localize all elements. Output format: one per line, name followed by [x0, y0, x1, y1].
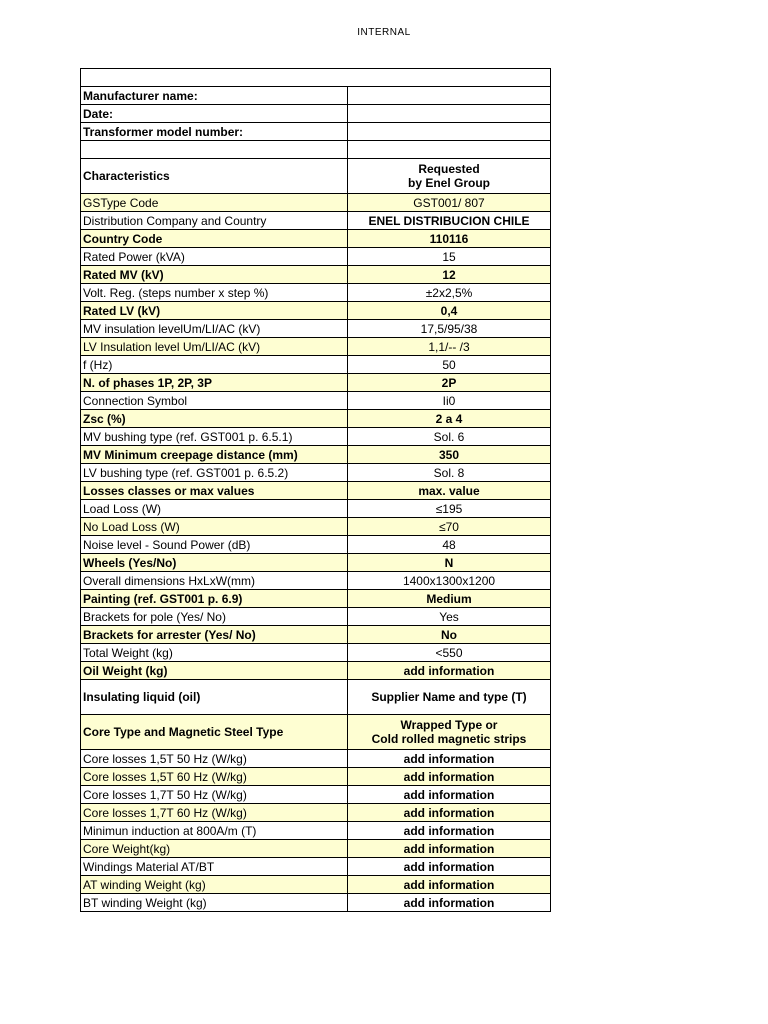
- row-value[interactable]: Sol. 8: [348, 464, 551, 482]
- model-number-field[interactable]: [348, 123, 551, 141]
- row-label: Volt. Reg. (steps number x step %): [81, 284, 348, 302]
- row-value[interactable]: add information: [348, 822, 551, 840]
- table-row: [81, 464, 551, 482]
- row-value-line1: Wrapped Type or: [400, 718, 498, 732]
- row-label: Losses classes or max values: [81, 482, 348, 500]
- table-row: [81, 554, 551, 572]
- row-value[interactable]: add information: [348, 894, 551, 912]
- row-label: Minimun induction at 800A/m (T): [81, 822, 348, 840]
- form-label: Date:: [81, 105, 348, 123]
- table-header-row: [81, 159, 551, 194]
- row-label: Painting (ref. GST001 p. 6.9): [81, 590, 348, 608]
- table-row: [81, 804, 551, 822]
- form-row-model-number: [81, 123, 551, 141]
- table-row: [81, 320, 551, 338]
- table-row: [81, 626, 551, 644]
- row-value[interactable]: max. value: [348, 482, 551, 500]
- row-value[interactable]: 12: [348, 266, 551, 284]
- row-value[interactable]: 48: [348, 536, 551, 554]
- row-value[interactable]: add information: [348, 662, 551, 680]
- table-row: [81, 194, 551, 212]
- row-value[interactable]: Medium: [348, 590, 551, 608]
- row-value[interactable]: 15: [348, 248, 551, 266]
- row-value[interactable]: [348, 715, 551, 750]
- row-label: Noise level - Sound Power (dB): [81, 536, 348, 554]
- row-label: Overall dimensions HxLxW(mm): [81, 572, 348, 590]
- row-label: Load Loss (W): [81, 500, 348, 518]
- form-label: Transformer model number:: [81, 123, 348, 141]
- row-value[interactable]: add information: [348, 876, 551, 894]
- table-row: [81, 392, 551, 410]
- table-row: [81, 356, 551, 374]
- row-label: Rated MV (kV): [81, 266, 348, 284]
- table-row: [81, 858, 551, 876]
- row-value[interactable]: add information: [348, 840, 551, 858]
- row-label: Windings Material AT/BT: [81, 858, 348, 876]
- row-value[interactable]: 17,5/95/38: [348, 320, 551, 338]
- row-value[interactable]: add information: [348, 858, 551, 876]
- row-label: Distribution Company and Country: [81, 212, 348, 230]
- header-characteristics: Characteristics: [81, 159, 348, 194]
- row-value[interactable]: add information: [348, 768, 551, 786]
- row-label: Rated Power (kVA): [81, 248, 348, 266]
- form-label: Manufacturer name:: [81, 87, 348, 105]
- table-row: [81, 410, 551, 428]
- table-row: [81, 662, 551, 680]
- row-value[interactable]: GST001/ 807: [348, 194, 551, 212]
- table-row: [81, 302, 551, 320]
- row-value[interactable]: 110116: [348, 230, 551, 248]
- table-row: [81, 374, 551, 392]
- table-row: [81, 212, 551, 230]
- row-value[interactable]: Supplier Name and type (T): [348, 680, 551, 715]
- row-value-line2: Cold rolled magnetic strips: [371, 732, 527, 746]
- table-row: [81, 590, 551, 608]
- spacer-cell: [348, 141, 551, 159]
- table-row: [81, 428, 551, 446]
- table-row: [81, 894, 551, 912]
- row-value[interactable]: add information: [348, 786, 551, 804]
- row-value[interactable]: add information: [348, 750, 551, 768]
- header-requested: [348, 159, 551, 194]
- table-row: [81, 644, 551, 662]
- row-label: Zsc (%): [81, 410, 348, 428]
- row-value[interactable]: 2P: [348, 374, 551, 392]
- table-row: [81, 750, 551, 768]
- table-row: [81, 230, 551, 248]
- row-label: Brackets for pole (Yes/ No): [81, 608, 348, 626]
- row-value[interactable]: 50: [348, 356, 551, 374]
- specification-table: [80, 68, 551, 912]
- row-value[interactable]: N: [348, 554, 551, 572]
- row-label: Wheels (Yes/No): [81, 554, 348, 572]
- row-value[interactable]: 1400x1300x1200: [348, 572, 551, 590]
- table-row: [81, 284, 551, 302]
- classification-label: INTERNAL: [357, 27, 411, 38]
- row-value[interactable]: <550: [348, 644, 551, 662]
- row-label: Country Code: [81, 230, 348, 248]
- row-label: MV bushing type (ref. GST001 p. 6.5.1): [81, 428, 348, 446]
- row-label: Core losses 1,7T 50 Hz (W/kg): [81, 786, 348, 804]
- row-label: MV insulation levelUm/LI/AC (kV): [81, 320, 348, 338]
- row-value[interactable]: ±2x2,5%: [348, 284, 551, 302]
- row-label: Oil Weight (kg): [81, 662, 348, 680]
- table-row: [81, 248, 551, 266]
- table-row: [81, 876, 551, 894]
- table-row: [81, 518, 551, 536]
- table-row: [81, 266, 551, 284]
- table-row: [81, 446, 551, 464]
- header-requested-line1: Requested: [418, 162, 480, 176]
- row-value[interactable]: ENEL DISTRIBUCION CHILE: [348, 212, 551, 230]
- blank-cell: [81, 69, 551, 87]
- row-value[interactable]: add information: [348, 804, 551, 822]
- row-label: Brackets for arrester (Yes/ No): [81, 626, 348, 644]
- table-row: [81, 536, 551, 554]
- row-value[interactable]: Yes: [348, 608, 551, 626]
- row-value[interactable]: 2 a 4: [348, 410, 551, 428]
- manufacturer-name-field[interactable]: [348, 87, 551, 105]
- header-requested-line2: by Enel Group: [407, 176, 490, 190]
- date-field[interactable]: [348, 105, 551, 123]
- blank-row: [81, 69, 551, 87]
- table-row: [81, 572, 551, 590]
- row-label: No Load Loss (W): [81, 518, 348, 536]
- row-label: BT winding Weight (kg): [81, 894, 348, 912]
- row-label: f (Hz): [81, 356, 348, 374]
- row-value[interactable]: Sol. 6: [348, 428, 551, 446]
- table-row: [81, 840, 551, 858]
- row-value[interactable]: ≤70: [348, 518, 551, 536]
- row-value[interactable]: 1,1/-- /3: [348, 338, 551, 356]
- row-label: AT winding Weight (kg): [81, 876, 348, 894]
- spacer-row: [81, 141, 551, 159]
- row-label: GSType Code: [81, 194, 348, 212]
- row-label: LV bushing type (ref. GST001 p. 6.5.2): [81, 464, 348, 482]
- table-row: [81, 500, 551, 518]
- row-value[interactable]: 350: [348, 446, 551, 464]
- row-value[interactable]: ≤195: [348, 500, 551, 518]
- table-row: [81, 822, 551, 840]
- form-row-manufacturer: [81, 87, 551, 105]
- row-label: Core losses 1,5T 50 Hz (W/kg): [81, 750, 348, 768]
- row-label: Core losses 1,5T 60 Hz (W/kg): [81, 768, 348, 786]
- form-row-date: [81, 105, 551, 123]
- table-row: [81, 608, 551, 626]
- row-label: N. of phases 1P, 2P, 3P: [81, 374, 348, 392]
- row-label: Core losses 1,7T 60 Hz (W/kg): [81, 804, 348, 822]
- row-label: Total Weight (kg): [81, 644, 348, 662]
- table-row: [81, 680, 551, 715]
- row-label: LV Insulation level Um/LI/AC (kV): [81, 338, 348, 356]
- row-label: Core Type and Magnetic Steel Type: [81, 715, 348, 750]
- table-row: [81, 338, 551, 356]
- row-label: Rated LV (kV): [81, 302, 348, 320]
- row-label: MV Minimum creepage distance (mm): [81, 446, 348, 464]
- table-row: [81, 482, 551, 500]
- row-value[interactable]: Ii0: [348, 392, 551, 410]
- spacer-cell: [81, 141, 348, 159]
- table-row: [81, 768, 551, 786]
- row-label: Connection Symbol: [81, 392, 348, 410]
- row-value[interactable]: No: [348, 626, 551, 644]
- row-value[interactable]: 0,4: [348, 302, 551, 320]
- row-label: Core Weight(kg): [81, 840, 348, 858]
- row-label: Insulating liquid (oil): [81, 680, 348, 715]
- table-row: [81, 786, 551, 804]
- table-row: [81, 715, 551, 750]
